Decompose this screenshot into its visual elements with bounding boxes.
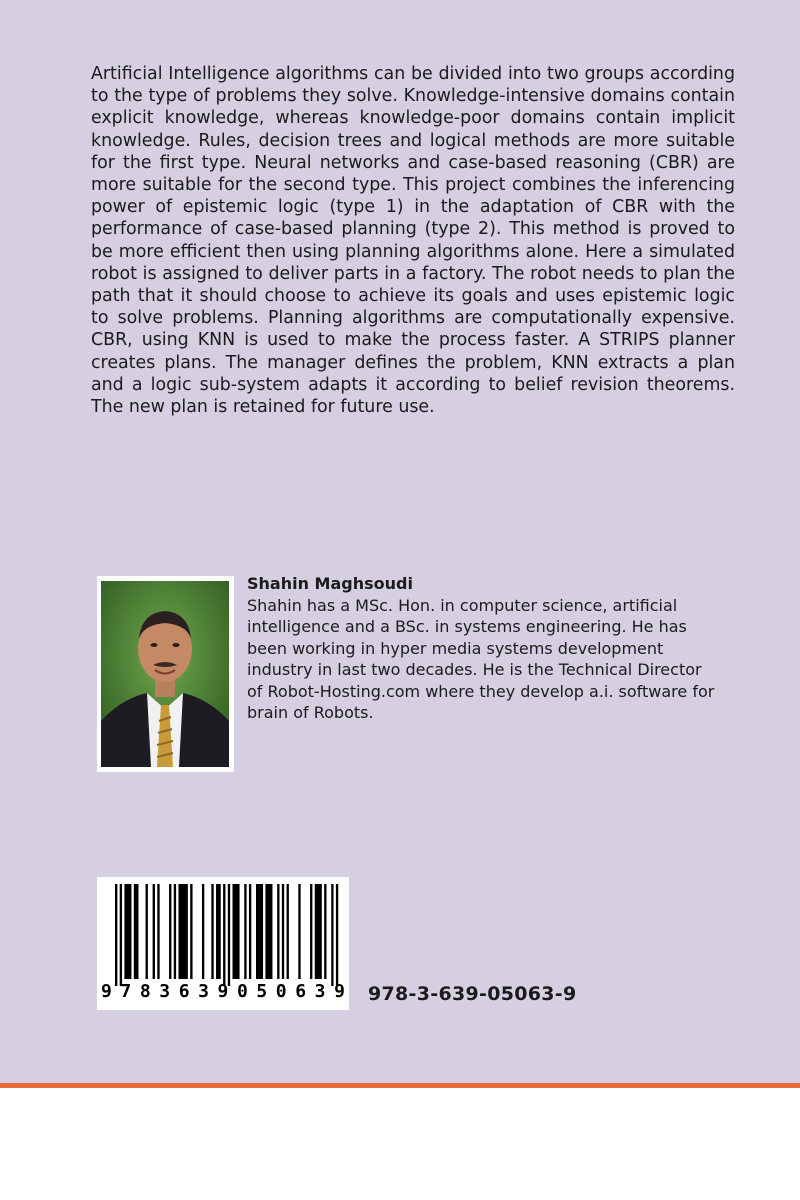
barcode-digit: 0 xyxy=(236,981,248,1002)
author-bio: Shahin has a MSc. Hon. in computer science, artificial intelligence and a BSc. in systems engineering. He has been working in hyper media systems development industry in last two decades. He is the Technical Director of Robot-Hosting.com where they develop a.i. software for brain of Robots. xyxy=(247,596,715,723)
author-photo xyxy=(97,576,234,772)
barcode-bar xyxy=(315,884,322,979)
barcode-bar xyxy=(211,884,213,979)
barcode-bar xyxy=(256,884,263,979)
barcode-bar xyxy=(298,884,300,979)
barcode-bar xyxy=(277,884,279,979)
barcode-bar xyxy=(228,884,230,986)
barcode-digit: 3 xyxy=(198,981,209,1002)
barcode-bar xyxy=(223,884,225,986)
barcode-digit: 6 xyxy=(295,981,307,1002)
barcode-bar xyxy=(265,884,272,979)
barcode-digit: 9 xyxy=(217,981,229,1002)
barcode-digit: 5 xyxy=(256,981,268,1002)
barcode-digit: 3 xyxy=(314,981,326,1002)
barcode-digit: 9 xyxy=(101,981,112,1002)
barcode xyxy=(97,877,349,1010)
barcode-bar xyxy=(124,884,131,979)
barcode-bar xyxy=(282,884,284,979)
barcode-digit: 3 xyxy=(159,981,171,1002)
barcode-bar xyxy=(153,884,155,979)
isbn-number: 978-3-639-05063-9 xyxy=(368,983,577,1005)
barcode-bar xyxy=(115,884,117,986)
barcode-bar xyxy=(169,884,171,979)
author-portrait-image xyxy=(101,581,229,767)
barcode-bar xyxy=(310,884,312,979)
barcode-digit: 7 xyxy=(120,981,132,1002)
barcode-bar xyxy=(244,884,246,979)
barcode-bar xyxy=(134,884,139,979)
accent-stripe xyxy=(0,1083,800,1088)
barcode-digits xyxy=(101,981,345,1002)
barcode-bar xyxy=(331,884,333,986)
barcode-bar xyxy=(174,884,176,979)
barcode-digit: 0 xyxy=(275,981,287,1002)
barcode-bar xyxy=(249,884,251,979)
barcode-bar xyxy=(120,884,122,986)
author-name: Shahin Maghsoudi xyxy=(247,574,413,593)
barcode-bar xyxy=(233,884,240,979)
barcode-digit: 8 xyxy=(139,981,151,1002)
barcode-bar xyxy=(216,884,221,979)
barcode-bar xyxy=(202,884,204,979)
barcode-digit: 9 xyxy=(334,981,345,1002)
barcode-bar xyxy=(190,884,192,979)
barcode-bar xyxy=(287,884,289,979)
barcode-bar xyxy=(324,884,326,979)
barcode-bar xyxy=(178,884,187,979)
barcode-bar xyxy=(146,884,148,979)
book-blurb: Artificial Intelligence algorithms can be divided into two groups according to the type of problems they solve. Knowledge-intensive domains contain explicit knowledge, whereas knowledge-poor domains contain implicit knowledge. Rules, decision trees and logical methods are more suitable for the first type. Neural networks and case-based reasoning (CBR) are more suitable for the second type. This project combines the inferencing power of epistemic logic (type 1) in the adaptation of CBR with the performance of case-based planning (type 2). This method is proved to be more efficient then using planning algorithms alone. Here a simulated robot is assigned to deliver parts in a factory. The robot needs to plan the path that it should choose to achieve its goals and uses epistemic logic to solve problems. Planning algorithms are computationally expensive. CBR, using KNN is used to make the process faster. A STRIPS planner creates plans. The manager defines the problem, KNN extracts a plan and a logic sub-system adapts it according to belief revision theorems. The new plan is retained for future use. xyxy=(91,64,735,418)
barcode-bar xyxy=(157,884,159,979)
barcode-digit: 6 xyxy=(178,981,190,1002)
barcode-bar xyxy=(336,884,338,986)
